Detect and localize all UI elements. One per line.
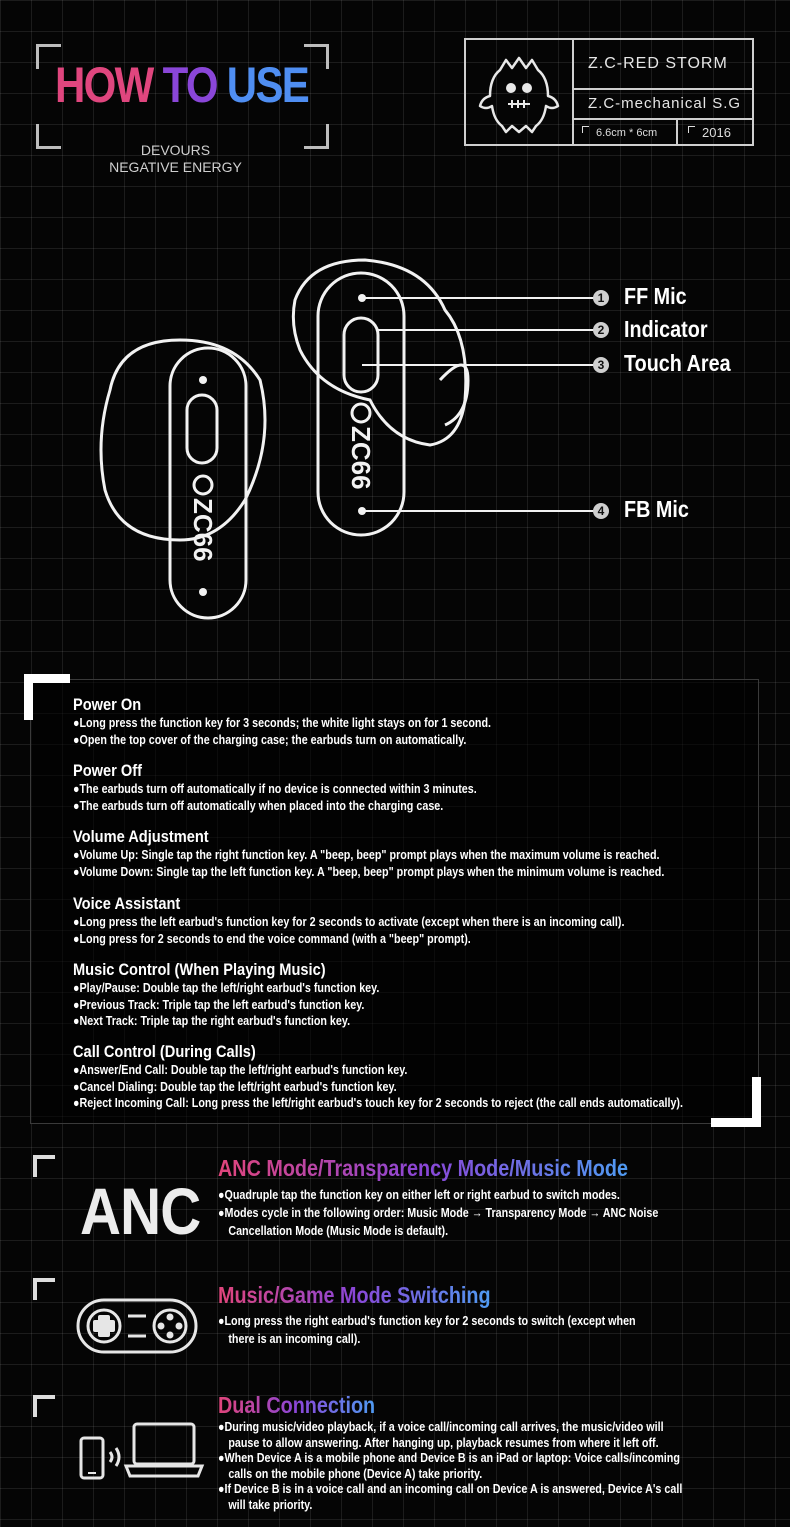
- section-title: Power Off: [73, 761, 143, 780]
- feature-line: ●During music/video playback, if a voice call/incoming call arrives, the music/video will: [218, 1420, 664, 1434]
- feature-line: there is an incoming call).: [228, 1332, 361, 1346]
- callout-num-3: 3: [593, 357, 609, 373]
- gamepad-icon: [76, 1298, 198, 1354]
- tagline-line-1: DEVOURS: [140, 142, 211, 158]
- section-line: ●Reject Incoming Call: Long press the left/right earbud's touch key for 2 seconds to reject (the call ends automatically).: [73, 1096, 683, 1110]
- section-line: ●Volume Up: Single tap the right function key. A "beep, beep" prompt plays when the maximum volume is reached.: [73, 848, 660, 862]
- feature-corner-dual: [33, 1395, 55, 1417]
- dual-feature-title: Dual Connection: [218, 1392, 376, 1418]
- badge-size-cell: [574, 120, 678, 144]
- panel-corner-tl: [24, 674, 70, 720]
- section-volume: [73, 827, 753, 880]
- frame-corner-bl: [36, 124, 61, 149]
- tagline-line-2: NEGATIVE ENERGY: [109, 159, 242, 175]
- feature-line: ●Quadruple tap the function key on either left or right earbud to switch modes.: [218, 1188, 620, 1202]
- section-line: ●Previous Track: Triple tap the left earbud's function key.: [73, 997, 365, 1012]
- brand-badge: [464, 38, 754, 146]
- feature-line: ●Long press the right earbud's function key for 2 seconds to switch (except when: [218, 1314, 636, 1328]
- earbuds-diagram: [60, 240, 620, 660]
- section-line: ●Long press the left earbud's function key for 2 seconds to activate (except when there is an incoming call).: [73, 915, 625, 929]
- title-word-to: TO: [162, 57, 227, 113]
- badge-subtitle: Z.C-mechanical S.G: [574, 90, 752, 120]
- right-earbud-tip: [440, 365, 468, 425]
- page-title: [55, 57, 309, 113]
- anc-feature-lines: [218, 1186, 778, 1240]
- title-word-how: HOW: [55, 57, 163, 113]
- badge-brand: Z.C-RED STORM: [574, 40, 752, 90]
- dual-feature-lines: [218, 1420, 778, 1513]
- right-zc66-logo-icon: [346, 404, 376, 490]
- title-word-use: USE: [226, 57, 309, 113]
- tagline: [98, 142, 253, 176]
- section-line: ●Open the top cover of the charging case; the earbuds turn on automatically.: [73, 732, 467, 747]
- badge-size: 6.6cm * 6cm: [596, 127, 658, 139]
- game-feature-lines: [218, 1312, 778, 1348]
- left-earbud-shell: [101, 340, 265, 540]
- left-logo-text: ZC66: [188, 498, 218, 562]
- callout-touch-area: Touch Area: [624, 350, 731, 376]
- callout-indicator: Indicator: [624, 316, 708, 342]
- callout-num-1: 1: [593, 290, 609, 306]
- left-earbud-stem: [170, 348, 246, 618]
- feature-line: calls on the mobile phone (Device A) take priority.: [228, 1466, 483, 1481]
- feature-line: will take priority.: [228, 1497, 313, 1512]
- section-line: ●Cancel Dialing: Double tap the left/right earbud's function key.: [73, 1079, 397, 1094]
- anc-logo-icon: ANC: [80, 1174, 201, 1248]
- feature-line: Cancellation Mode (Music Mode is default).: [228, 1224, 449, 1238]
- section-title: Volume Adjustment: [73, 827, 209, 846]
- section-power-on: [73, 695, 753, 748]
- feature-line: ●If Device B is in a voice call and an incoming call on Device A is answered, Device A's call: [218, 1482, 683, 1496]
- callout-num-4: 4: [593, 503, 609, 519]
- badge-year: 2016: [702, 125, 731, 140]
- section-title: Call Control (During Calls): [73, 1042, 256, 1061]
- callout-fb-mic: FB Mic: [624, 496, 689, 522]
- left-zc66-logo-icon: [188, 476, 218, 562]
- section-line: ●Long press for 2 seconds to end the voice command (with a "beep" prompt).: [73, 931, 471, 946]
- section-title: Music Control (When Playing Music): [73, 960, 326, 979]
- section-line: ●Answer/End Call: Double tap the left/right earbud's function key.: [73, 1063, 408, 1077]
- phone-laptop-icon: [78, 1420, 206, 1482]
- corner-tick-icon: [688, 126, 695, 133]
- section-call-control: [73, 1042, 753, 1112]
- right-touch-area-icon: [344, 318, 378, 392]
- section-line: ●The earbuds turn off automatically if no device is connected within 3 minutes.: [73, 782, 477, 796]
- section-power-off: [73, 761, 753, 814]
- section-line: ●The earbuds turn off automatically when placed into the charging case.: [73, 798, 444, 813]
- left-touch-area-icon: [187, 395, 217, 463]
- mascot-cell: [466, 40, 574, 144]
- frame-corner-br: [304, 124, 329, 149]
- section-line: ●Next Track: Triple tap the right earbud's function key.: [73, 1014, 351, 1028]
- monster-mascot-icon: [466, 40, 572, 144]
- feature-corner-game: [33, 1278, 55, 1300]
- section-line: ●Long press the function key for 3 seconds; the white light stays on for 1 second.: [73, 716, 492, 730]
- feature-line: ●Modes cycle in the following order: Music Mode → Transparency Mode → ANC Noise: [218, 1206, 659, 1220]
- feature-line: ●When Device A is a mobile phone and Device B is an iPad or laptop: Voice calls/incoming: [218, 1451, 680, 1465]
- corner-tick-icon: [582, 126, 589, 133]
- callout-num-2: 2: [593, 322, 609, 338]
- anc-feature-title: ANC Mode/Transparency Mode/Music Mode: [218, 1155, 628, 1181]
- section-line: ●Play/Pause: Double tap the left/right earbud's function key.: [73, 981, 380, 995]
- feature-corner-anc: [33, 1155, 55, 1177]
- section-line: ●Volume Down: Single tap the left function key. A "beep, beep" prompt plays when the minimum volume is reached.: [73, 864, 665, 879]
- section-voice-assistant: [73, 894, 753, 947]
- callout-ff-mic: FF Mic: [624, 283, 687, 309]
- section-title: Voice Assistant: [73, 894, 181, 913]
- game-feature-title: Music/Game Mode Switching: [218, 1282, 491, 1308]
- section-title: Power On: [73, 695, 142, 714]
- badge-year-cell: [680, 120, 752, 144]
- section-music-control: [73, 960, 753, 1030]
- feature-line: pause to allow answering. After hanging up, playback resumes from where it left off.: [228, 1435, 659, 1450]
- right-logo-text: ZC66: [346, 426, 376, 490]
